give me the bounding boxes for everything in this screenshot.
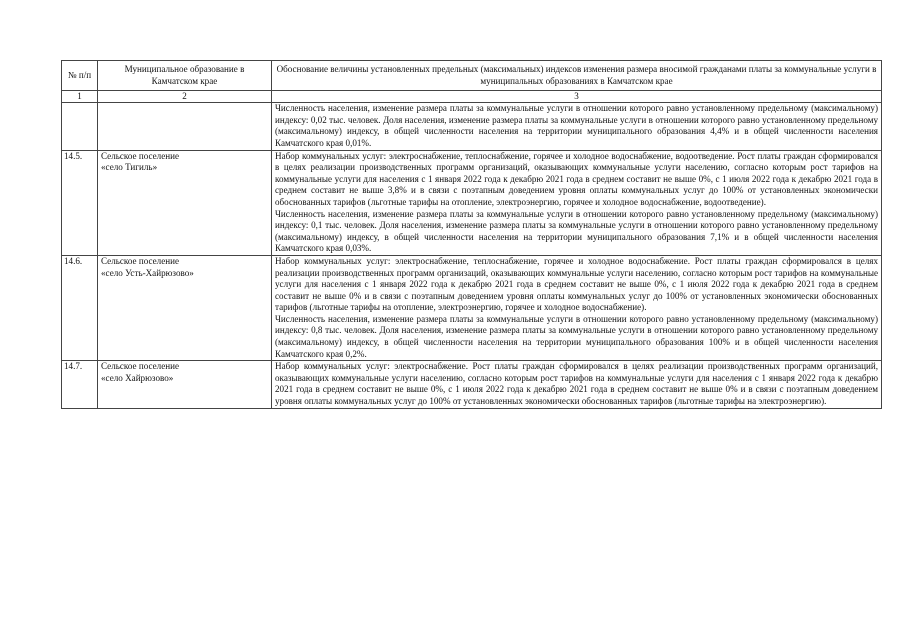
table-row [62, 255, 882, 360]
header-justification: Обоснование величины установленных предельных (максимальных) индексов изменения размера вносимой гражданами платы за коммунальные услуги в муниципальных образованиях в Камчатском крае [272, 61, 882, 91]
municipality-type: Сельское поселение [101, 150, 180, 161]
header-number: № п/п [62, 61, 98, 91]
row-number: 14.6. [62, 255, 98, 360]
justification-paragraph: Набор коммунальных услуг: электроснабжение, теплоснабжение, горячее и холодное водоснабжение, водоотведение. Рост платы граждан сформировался в целях реализации производственных программ организаций, оказывающих коммунальные услуги населению, согласно которым рост тарифов на коммунальные услуги для населения с 1 января 2022 года к декабрю 2021 года в среднем составит не выше 0%, с 1 июля 2022 года к декабрю 2021 года в среднем составит не выше 3,8% и в связи с поэтапным доведением уровня оплаты коммунальных услуг до 100% от установленных экономически обоснованных тарифов (льготные тарифы на отопление, электроэнергию, горячее и холодное водоснабжение, водоотведение). [275, 150, 878, 207]
table-row [62, 103, 882, 150]
row-justification [272, 103, 882, 150]
municipality-name: «село Усть-Хайрюзово» [101, 267, 194, 278]
row-number: 14.7. [62, 361, 98, 408]
row-municipality [98, 361, 272, 408]
justification-paragraph: Численность населения, изменение размера платы за коммунальные услуги в отношении которого равно установленному предельному (максимальному) индексу: 0,8 тыс. человек. Доля населения, изменение размера платы за коммунальные услуги в отношении которого равно установленному предельному (максимальному) индексу, в общей численности населения на территории муниципального образования 100% и в общей численности населения Камчатского края 0,2%. [275, 313, 878, 359]
column-index: 3 [272, 91, 882, 103]
table-row [62, 150, 882, 255]
table-row [62, 361, 882, 408]
row-number [62, 103, 98, 150]
document-page [61, 60, 881, 409]
municipality-name: «село Хайрюзово» [101, 372, 174, 383]
row-municipality [98, 255, 272, 360]
table-header-row [62, 61, 882, 91]
row-number: 14.5. [62, 150, 98, 255]
header-municipality: Муниципальное образование в Камчатском крае [98, 61, 272, 91]
justification-paragraph: Численность населения, изменение размера платы за коммунальные услуги в отношении которого равно установленному предельному (максимальному) индексу: 0,1 тыс. человек. Доля населения, изменение размера платы за коммунальные услуги в отношении которого равно установленному предельному (максимальному) индексу, в общей численности населения на территории муниципального образования 7,1% и в общей численности населения Камчатского края 0,03%. [275, 208, 878, 254]
municipality-type: Сельское поселение [101, 255, 180, 266]
row-justification [272, 255, 882, 360]
column-index-row [62, 91, 882, 103]
row-justification [272, 150, 882, 255]
justification-paragraph: Численность населения, изменение размера платы за коммунальные услуги в отношении которого равно установленному предельному (максимальному) индексу: 0,02 тыс. человек. Доля населения, изменение размера платы за коммунальные услуги в отношении которого равно установленному предельному (максимальному) индексу, в общей численности населения на территории муниципального образования 4,4% и в общей численности населения Камчатского края 0,01%. [275, 103, 878, 148]
municipality-type: Сельское поселение [101, 361, 180, 372]
justification-paragraph: Набор коммунальных услуг: электроснабжение, теплоснабжение, горячее и холодное водоснабжение. Рост платы граждан сформировался в целях реализации производственных программ организаций, оказывающих коммунальные услуги населению, согласно которым рост тарифов на коммунальные услуги для населения с 1 января 2022 года к декабрю 2021 года в среднем составит не выше 0%, с 1 июля 2022 года к декабрю 2021 года в среднем составит не выше 0% и в связи с поэтапным доведением уровня оплаты коммунальных услуг до 100% от установленных экономически обоснованных тарифов (льготные тарифы на отопление, электроэнергию, горячее и холодное водоснабжение). [275, 255, 878, 313]
municipality-name: «село Тигиль» [101, 162, 158, 173]
tariff-table [61, 60, 882, 409]
row-municipality [98, 103, 272, 150]
column-index: 1 [62, 91, 98, 103]
row-municipality [98, 150, 272, 255]
justification-paragraph: Набор коммунальных услуг: электроснабжение. Рост платы граждан сформировался в целях реализации производственных программ организаций, оказывающих коммунальные услуги населению, согласно которым рост тарифов на коммунальные услуги для населения с 1 января 2022 года к декабрю 2021 года в среднем составит не выше 0%, с 1 июля 2022 года к декабрю 2021 года в среднем составит не выше 0% и в связи с поэтапным доведением уровня оплаты коммунальных услуг до 100% от установленных экономически обоснованных тарифов (льготные тарифы на электроэнергию). [275, 361, 878, 407]
row-justification [272, 361, 882, 408]
column-index: 2 [98, 91, 272, 103]
